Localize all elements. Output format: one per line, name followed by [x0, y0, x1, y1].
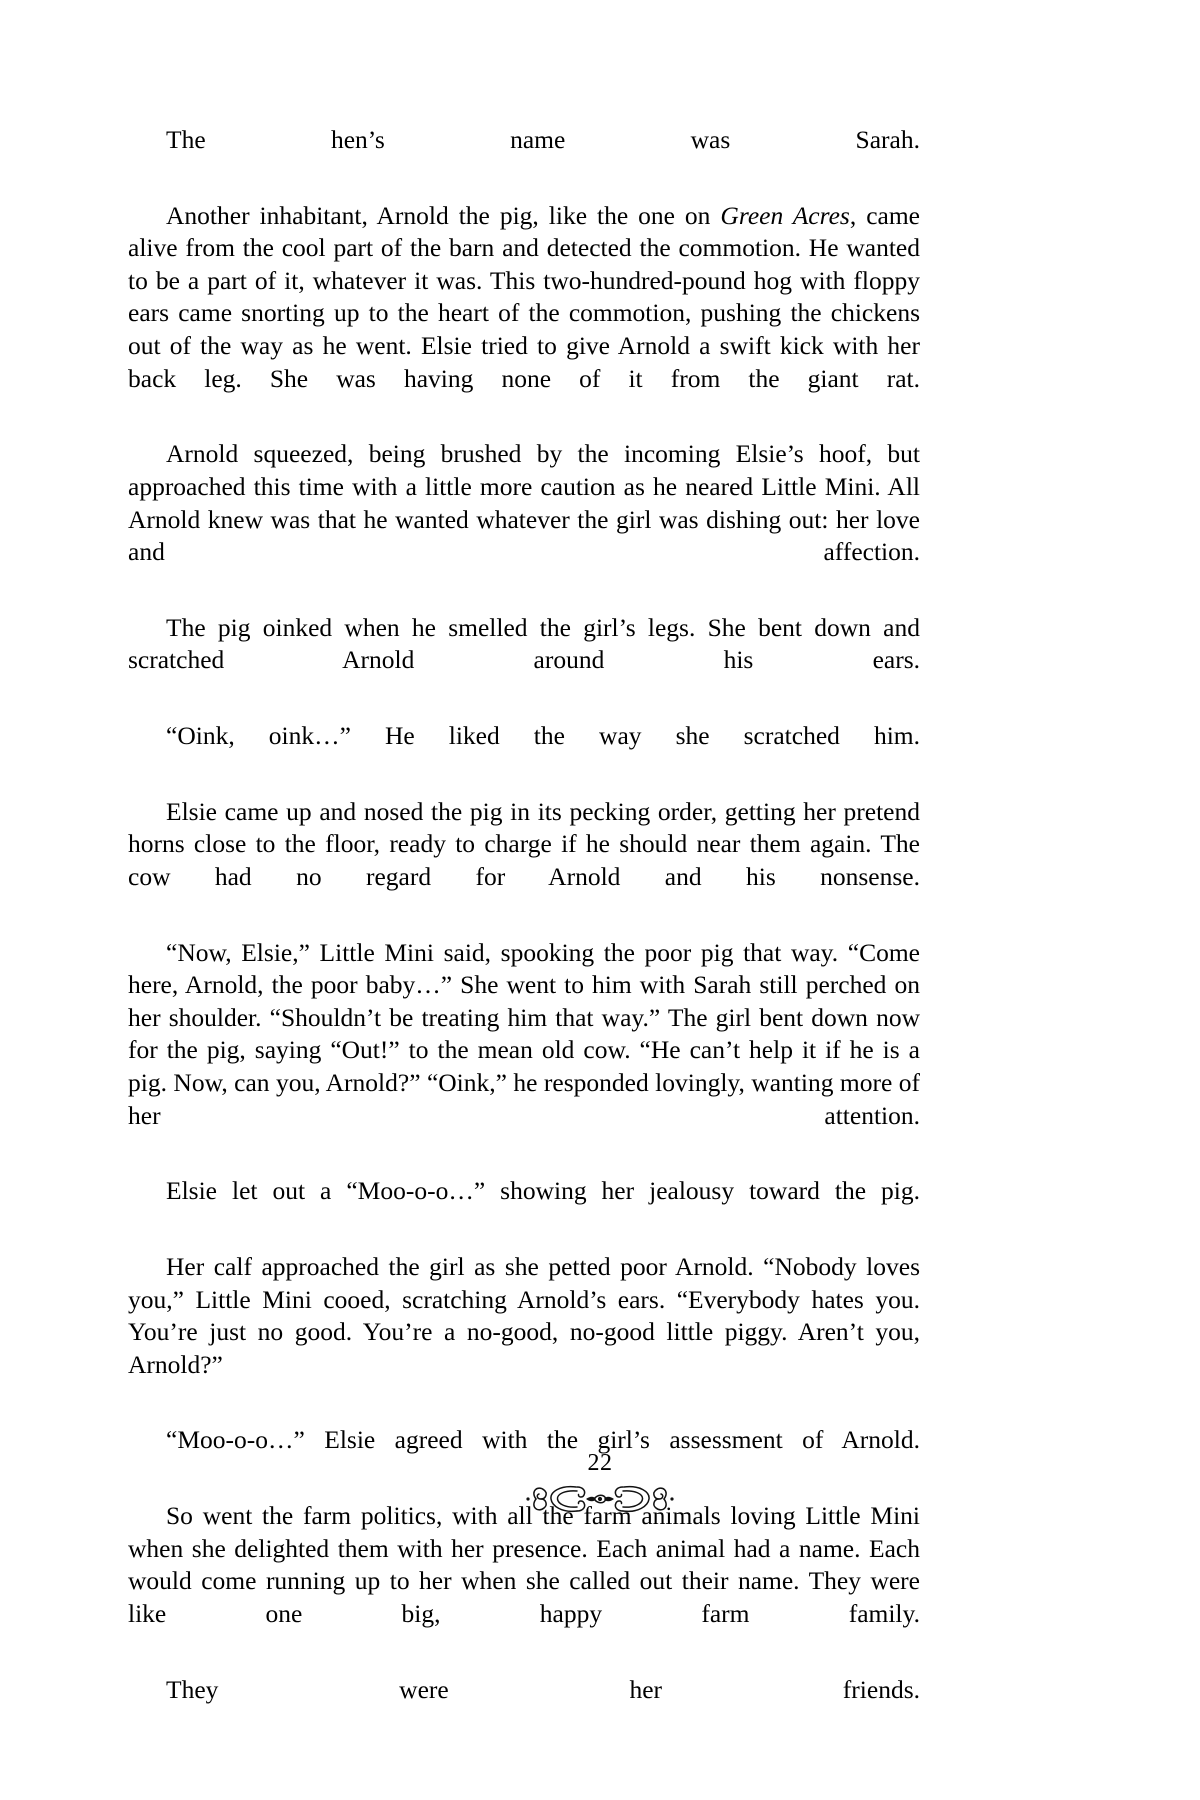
paragraph-10: “Moo-o-o…” Elsie agreed with the girl’s assessment of Arnold.: [166, 1425, 920, 1455]
paragraph-2: [128, 200, 920, 428]
paragraph-3: Arnold squeezed, being brushed by the incoming Elsie’s hoof, but approached this time with a little more caution as he neared Little Mini. All Arnold knew was that he wanted whatever the girl was dishing out: her love and affection.: [128, 439, 920, 567]
paragraph-2-part-b: , came alive from the cool part of the barn and detected the commotion. He wanted to be a part of it, whatever it was. This two-hundred-pound hog with floppy ears came snorting up to the heart of the commotion, pushing the chickens out of the way as he went. Elsie tried to give Arnold a swift kick with her back leg. She was having none of it from the giant rat.: [128, 200, 920, 393]
paragraph-12: They were her friends.: [166, 1674, 920, 1704]
fleuron-flourish-divider-icon: [520, 1478, 680, 1520]
paragraph-9: Her calf approached the girl as she petted poor Arnold. “Nobody loves you,” Little Mini cooed, scratching Arnold’s ears. “Everybody hates you. You’re just no good. You’re a no-good, no-good little piggy. Aren’t you, Arnold?”: [128, 1252, 920, 1379]
page-number: 22: [587, 1450, 613, 1476]
paragraph-5: “Oink, oink…” He liked the way she scratched him.: [166, 721, 920, 751]
paragraph-7: “Now, Elsie,” Little Mini said, spooking the poor pig that way. “Come here, Arnold, the poor baby…” She went to him with Sarah still perched on her shoulder. “Shouldn’t be treating him that way.” The girl bent down now for the pig, saying “Out!” to the mean old cow. “He can’t help it if he is a pig. Now, can you, Arnold?” “Oink,” he responded lovingly, wanting more of her attention.: [128, 937, 920, 1130]
page-footer: [0, 1449, 1200, 1477]
ornament-container: [0, 1478, 1200, 1520]
paragraph-8: Elsie let out a “Moo-o-o…” showing her jealousy toward the pig.: [166, 1176, 920, 1206]
paragraph-6: Elsie came up and nosed the pig in its pecking order, getting her pretend horns close to the floor, ready to charge if he should near them again. The cow had no regard for Arnold and his nonsense.: [128, 796, 920, 891]
paragraph-1: The hen’s name was Sarah.: [166, 125, 920, 154]
italic-title-green-acres: Green Acres: [720, 200, 850, 230]
paragraph-4: The pig oinked when he smelled the girl’s legs. She bent down and scratched Arnold around his ears.: [128, 612, 920, 675]
paragraph-2-part-a: Another inhabitant, Arnold the pig, like the one on: [166, 200, 721, 230]
paragraph-11: So went the farm politics, with all the farm animals loving Little Mini when she delighted them with her presence. Each animal had a name. Each would come running up to her when she called out their name. They were like one big, happy farm family.: [128, 1501, 920, 1628]
